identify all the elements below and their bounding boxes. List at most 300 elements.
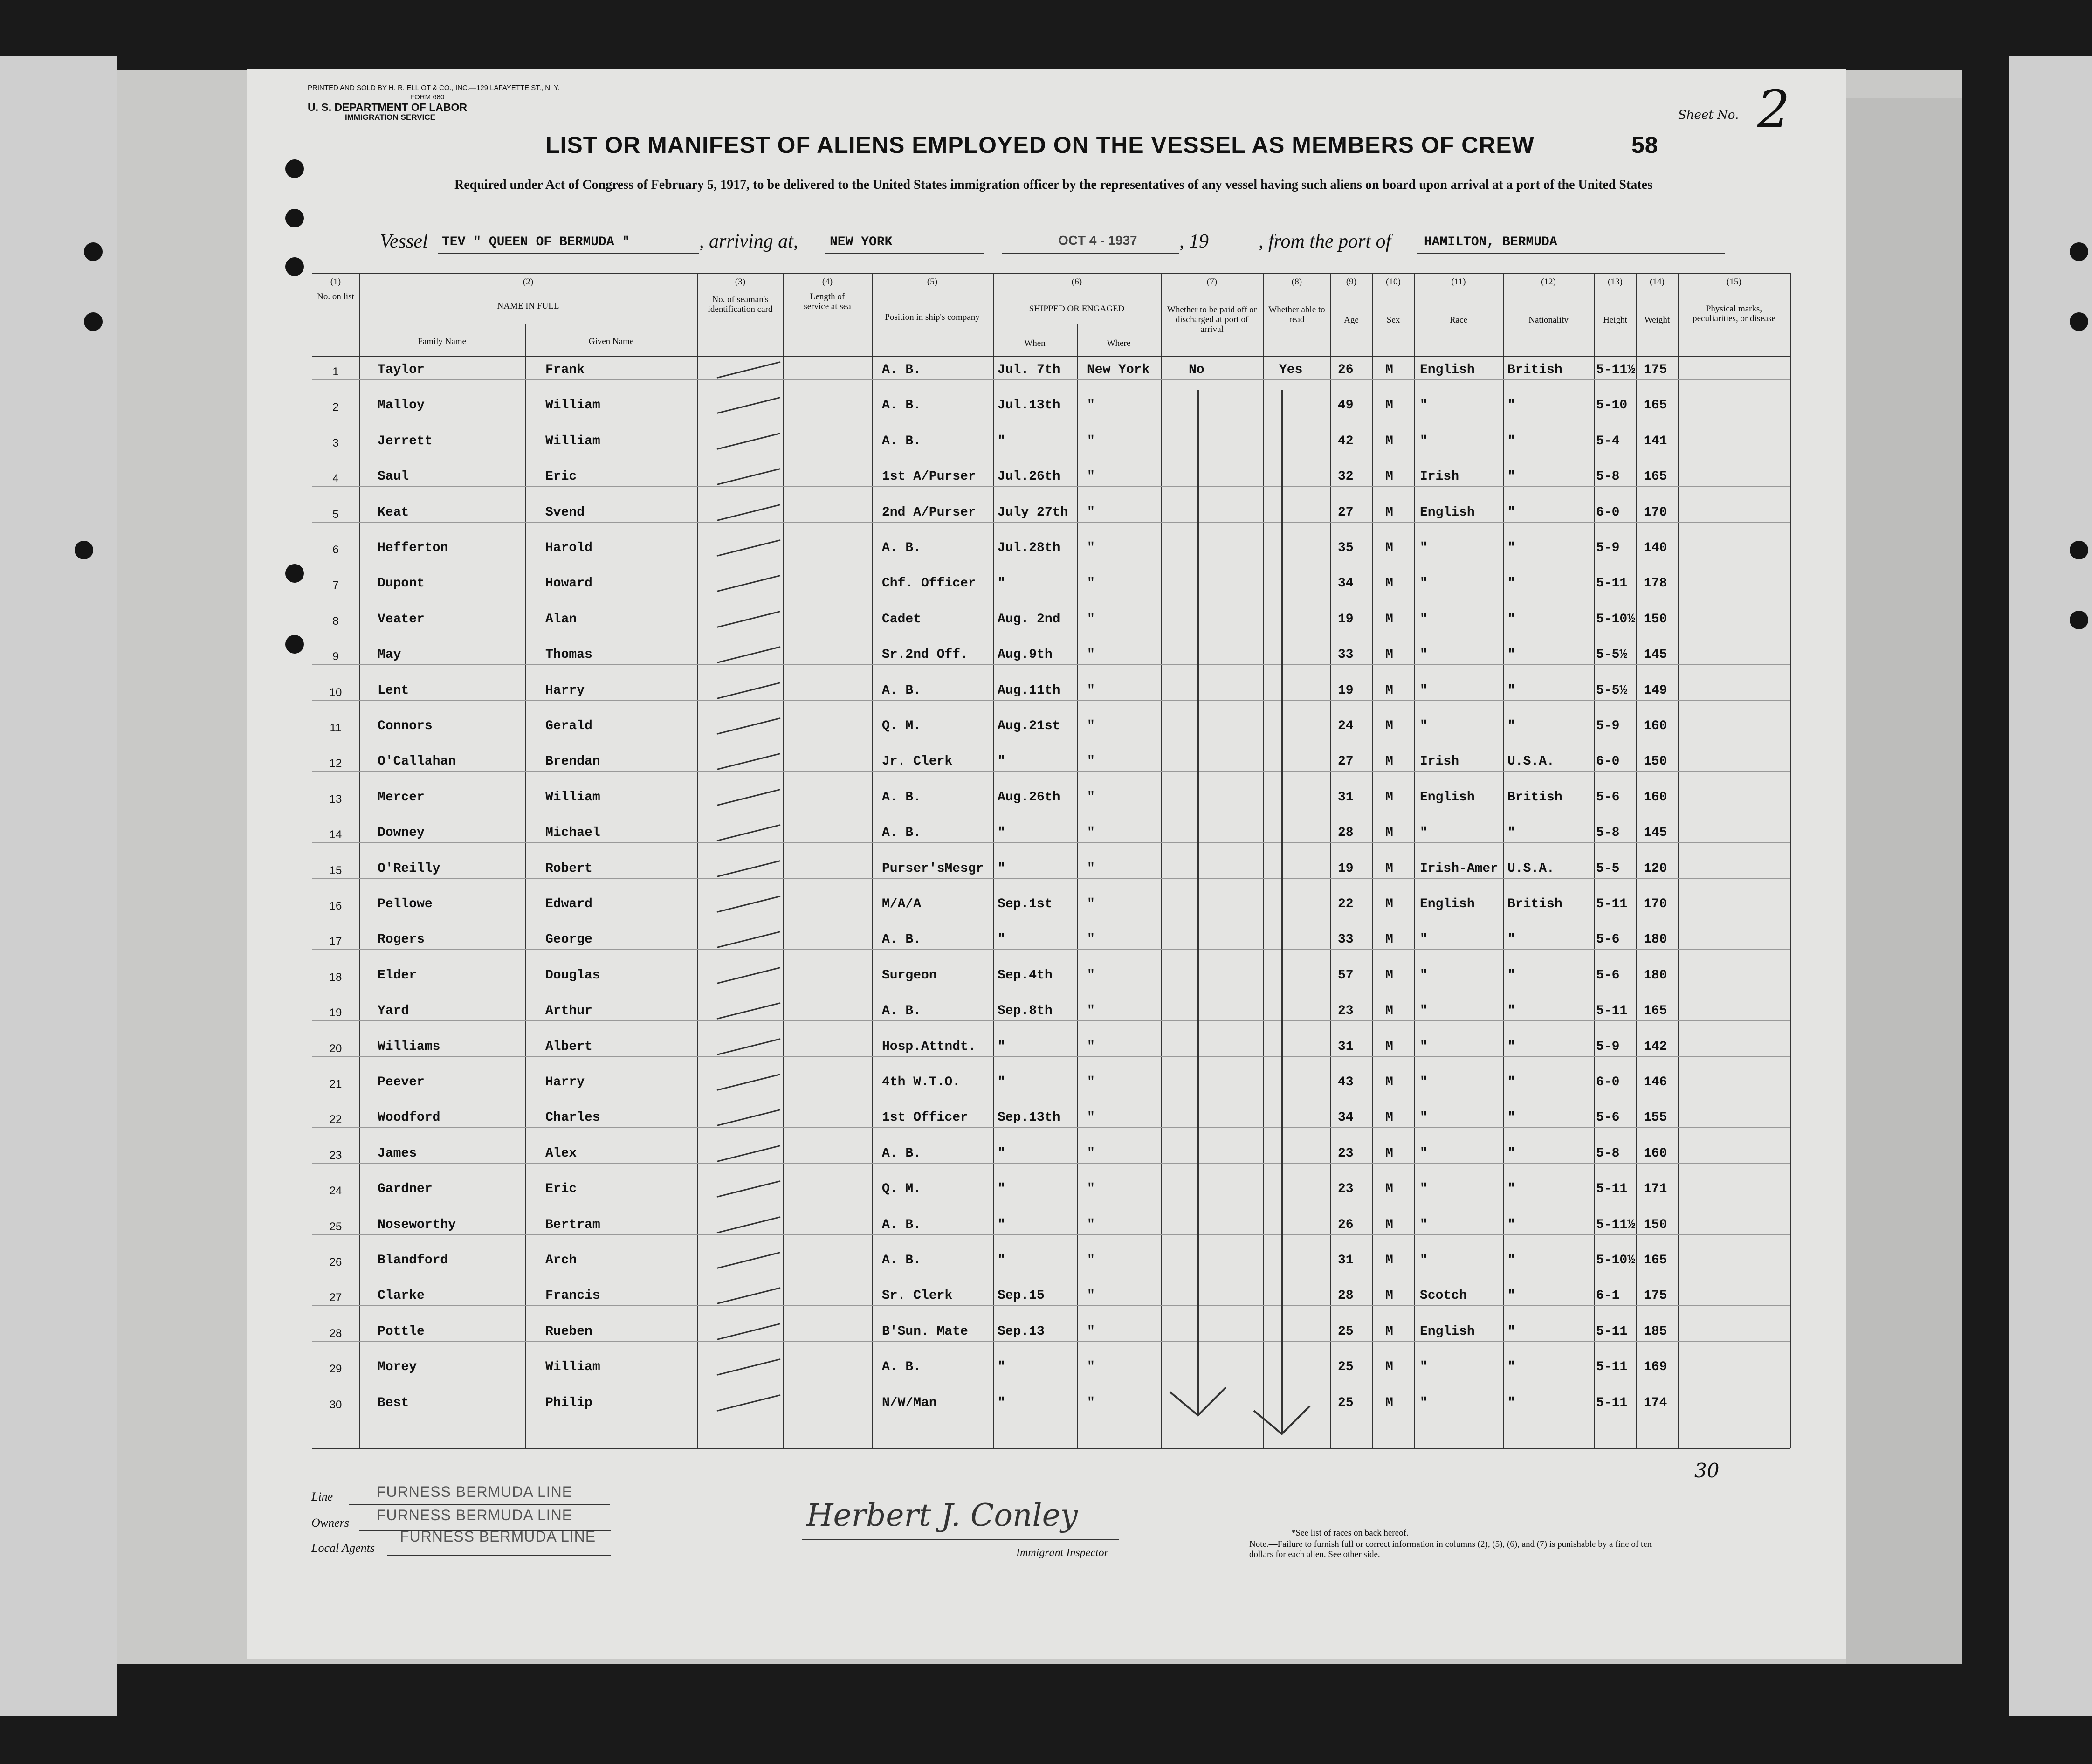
cell-race: ": [1420, 719, 1428, 733]
cell-weight: 160: [1644, 790, 1667, 805]
cell-where: ": [1087, 541, 1095, 555]
cell-no: 15: [329, 864, 342, 877]
cell-weight: 145: [1644, 648, 1667, 662]
cell-nationality: ": [1507, 1110, 1515, 1125]
cell-where: ": [1087, 790, 1095, 805]
cell-no: 8: [332, 614, 339, 627]
cell-age: 35: [1338, 541, 1354, 555]
cell-position: A. B.: [882, 1253, 922, 1268]
cell-given: Harry: [545, 683, 585, 698]
form-number: FORM 680: [410, 93, 445, 101]
cell-where: ": [1087, 648, 1095, 662]
cell-age: 19: [1338, 612, 1354, 627]
cell-weight: 120: [1644, 861, 1667, 876]
cell-given: Edward: [545, 897, 592, 911]
cell-read: Yes: [1279, 363, 1303, 377]
cell-race: ": [1420, 576, 1428, 591]
cell-weight: 178: [1644, 576, 1667, 591]
cell-sex: M: [1385, 469, 1393, 484]
cell-when: Jul.28th: [998, 541, 1060, 555]
ditto-arrow-paid: [1170, 390, 1226, 1415]
cell-no: 21: [329, 1078, 342, 1090]
cell-sex: M: [1385, 1146, 1393, 1161]
col-7-number: (7): [1206, 277, 1218, 287]
cell-when: Sep.4th: [998, 968, 1053, 983]
cell-no: 26: [329, 1256, 342, 1268]
from-label: , from the port of: [1259, 231, 1391, 252]
cell-family: Saul: [378, 469, 409, 484]
cell-where: ": [1087, 719, 1095, 733]
cell-position: A. B.: [882, 826, 922, 841]
cell-when: July 27th: [998, 505, 1068, 520]
col-7-header: Whether to be paid off or discharged at port of arrival: [1167, 305, 1257, 334]
cell-no: 20: [329, 1042, 342, 1055]
cell-height: 5-10½: [1596, 612, 1636, 627]
cell-nationality: ": [1507, 968, 1515, 983]
cell-family: Dupont: [378, 576, 425, 591]
col-12-number: (12): [1541, 277, 1556, 287]
cell-when: ": [998, 754, 1005, 769]
cell-age: 25: [1338, 1360, 1354, 1375]
binder-hole: [84, 242, 103, 261]
cell-sex: M: [1385, 719, 1393, 733]
vessel-underline: [438, 253, 699, 254]
cell-position: Q. M.: [882, 1182, 922, 1197]
cell-given: Harold: [545, 541, 592, 555]
cell-given: William: [545, 1360, 600, 1375]
cell-no: 29: [329, 1363, 342, 1376]
col-2b-header: Given Name: [588, 337, 634, 346]
cell-family: Gardner: [378, 1182, 433, 1197]
cell-where: ": [1087, 469, 1095, 484]
cell-no: 14: [329, 828, 342, 841]
sheet-label: Sheet No.: [1678, 108, 1739, 122]
cell-age: 24: [1338, 719, 1354, 733]
binder-hole: [2070, 611, 2088, 629]
cell-no: 11: [330, 722, 342, 734]
cell-position: Chf. Officer: [882, 576, 976, 591]
cell-position: Hosp.Attndt.: [882, 1039, 976, 1054]
cell-race: English: [1420, 790, 1475, 805]
cell-no: 24: [329, 1185, 342, 1198]
cell-sex: M: [1385, 576, 1393, 591]
cell-race: ": [1420, 932, 1428, 947]
cell-nationality: ": [1507, 932, 1515, 947]
agents-label: Local Agents: [311, 1541, 375, 1555]
cell-where: ": [1087, 1146, 1095, 1161]
left-adjacent-page: [0, 56, 117, 1716]
cell-race: English: [1420, 1324, 1475, 1339]
cell-age: 33: [1338, 648, 1354, 662]
cell-family: Connors: [378, 719, 433, 733]
races-note: *See list of races on back hereof.: [1291, 1528, 1409, 1538]
cell-family: Hefferton: [378, 541, 448, 555]
cell-height: 5-9: [1596, 1039, 1620, 1054]
cell-where: ": [1087, 1217, 1095, 1232]
cell-no: 27: [329, 1291, 342, 1304]
cell-weight: 141: [1644, 434, 1667, 448]
cell-where: ": [1087, 1110, 1095, 1125]
cell-given: Harry: [545, 1075, 585, 1089]
cell-given: George: [545, 932, 592, 947]
cell-race: Irish: [1420, 754, 1459, 769]
cell-height: 5-11: [1596, 576, 1628, 591]
col-1-number: (1): [330, 277, 341, 287]
service-name: IMMIGRATION SERVICE: [345, 113, 435, 122]
cell-no: 19: [329, 1006, 342, 1020]
cell-position: Q. M.: [882, 719, 922, 733]
cell-weight: 145: [1644, 826, 1667, 841]
cell-sex: M: [1385, 754, 1393, 769]
cell-given: Philip: [545, 1395, 592, 1410]
cell-age: 32: [1338, 469, 1354, 484]
col-13-number: (13): [1608, 277, 1623, 287]
cell-given: Rueben: [545, 1324, 592, 1339]
cell-when: ": [998, 1182, 1005, 1197]
col-3-number: (3): [735, 277, 746, 287]
col-13-header: Height: [1603, 315, 1627, 325]
cell-weight: 150: [1644, 1217, 1667, 1232]
cell-where: ": [1087, 968, 1095, 983]
cell-weight: 180: [1644, 968, 1667, 983]
cell-where: ": [1087, 754, 1095, 769]
cell-family: Rogers: [378, 932, 425, 947]
agents-underline: [387, 1555, 611, 1556]
col-14-header: Weight: [1644, 315, 1670, 325]
cell-position: B'Sun. Mate: [882, 1324, 968, 1339]
underlying-sheet-right: [1846, 98, 1962, 1664]
cell-sex: M: [1385, 1110, 1393, 1125]
cell-where: New York: [1087, 363, 1150, 377]
cell-no: 10: [329, 686, 342, 699]
cell-height: 5-11: [1596, 1004, 1628, 1019]
cell-nationality: U.S.A.: [1507, 754, 1555, 769]
cell-sex: M: [1385, 363, 1393, 377]
cell-nationality: British: [1507, 790, 1562, 805]
ditto-arrows: [312, 273, 1790, 1448]
cell-nationality: ": [1507, 612, 1515, 627]
col-14-number: (14): [1650, 277, 1665, 287]
from-port: HAMILTON, BERMUDA: [1424, 235, 1557, 249]
col-6b-header: Where: [1107, 338, 1131, 348]
cell-weight: 155: [1644, 1110, 1667, 1125]
vessel-name: TEV " QUEEN OF BERMUDA ": [442, 235, 630, 249]
cell-when: Sep.1st: [998, 897, 1053, 911]
cell-race: ": [1420, 541, 1428, 555]
cell-where: ": [1087, 1182, 1095, 1197]
cell-position: A. B.: [882, 683, 922, 698]
arriving-port: NEW YORK: [830, 235, 893, 249]
cell-age: 23: [1338, 1004, 1354, 1019]
cell-position: A. B.: [882, 541, 922, 555]
cell-given: William: [545, 434, 600, 448]
binder-hole: [285, 257, 304, 276]
cell-when: Aug.11th: [998, 683, 1060, 698]
cell-age: 34: [1338, 1110, 1354, 1125]
cell-family: Veater: [378, 612, 425, 627]
col-11-number: (11): [1451, 277, 1466, 287]
arriving-label: , arriving at,: [699, 231, 798, 252]
cell-no: 28: [329, 1327, 342, 1340]
cell-family: Elder: [378, 968, 417, 983]
cell-race: ": [1420, 1182, 1428, 1197]
cell-weight: 170: [1644, 897, 1667, 911]
col-4-header: Length of service at sea: [804, 292, 851, 311]
cell-height: 5-11: [1596, 1360, 1628, 1375]
cell-position: Sr.2nd Off.: [882, 648, 968, 662]
cell-where: ": [1087, 505, 1095, 520]
cell-where: ": [1087, 398, 1095, 413]
cell-race: ": [1420, 1075, 1428, 1089]
cell-race: Scotch: [1420, 1289, 1467, 1303]
cell-age: 33: [1338, 932, 1354, 947]
cell-sex: M: [1385, 1289, 1393, 1303]
cell-weight: 160: [1644, 719, 1667, 733]
cell-family: O'Reilly: [378, 861, 440, 876]
cell-nationality: ": [1507, 648, 1515, 662]
cell-when: Jul.26th: [998, 469, 1060, 484]
cell-race: Irish-Amer: [1420, 861, 1499, 876]
col-6-header: SHIPPED OR ENGAGED: [1029, 304, 1125, 314]
cell-family: Morey: [378, 1360, 417, 1375]
cell-race: ": [1420, 398, 1428, 413]
cell-race: ": [1420, 683, 1428, 698]
cell-position: A. B.: [882, 434, 922, 448]
cell-nationality: ": [1507, 1075, 1515, 1089]
line-stamp: FURNESS BERMUDA LINE: [377, 1483, 573, 1500]
cell-position: Jr. Clerk: [882, 754, 953, 769]
cell-race: ": [1420, 1217, 1428, 1232]
binder-hole: [2070, 541, 2088, 559]
cell-race: ": [1420, 1395, 1428, 1410]
cell-given: Eric: [545, 1182, 577, 1197]
cell-position: 4th W.T.O.: [882, 1075, 961, 1089]
cell-sex: M: [1385, 1395, 1393, 1410]
vessel-label: Vessel: [380, 231, 428, 252]
cell-when: ": [998, 932, 1005, 947]
department-name: U. S. DEPARTMENT OF LABOR: [308, 101, 468, 113]
col-2-number: (2): [523, 277, 534, 287]
cell-family: Keat: [378, 505, 409, 520]
cell-age: 28: [1338, 826, 1354, 841]
cell-sex: M: [1385, 932, 1393, 947]
cell-when: ": [998, 1253, 1005, 1268]
cell-nationality: ": [1507, 1360, 1515, 1375]
cell-position: 1st Officer: [882, 1110, 968, 1125]
arrival-date: OCT 4 - 1937: [1058, 233, 1137, 248]
cell-sex: M: [1385, 1182, 1393, 1197]
cell-no: 16: [329, 900, 342, 912]
cell-sex: M: [1385, 612, 1393, 627]
binder-hole: [285, 564, 304, 583]
cell-position: A. B.: [882, 1217, 922, 1232]
cell-no: 5: [332, 508, 339, 521]
cell-family: May: [378, 648, 401, 662]
cell-position: M/A/A: [882, 897, 922, 911]
cell-given: Francis: [545, 1289, 600, 1303]
cell-given: Svend: [545, 505, 585, 520]
binder-hole: [75, 541, 93, 559]
cell-sex: M: [1385, 1217, 1393, 1232]
cell-when: ": [998, 1039, 1005, 1054]
cell-given: William: [545, 398, 600, 413]
col-11-header: Race: [1450, 315, 1467, 325]
col-2-header: NAME IN FULL: [497, 301, 559, 311]
cell-nationality: ": [1507, 469, 1515, 484]
cell-height: 5-8: [1596, 826, 1620, 841]
cell-sex: M: [1385, 648, 1393, 662]
cell-where: ": [1087, 1395, 1095, 1410]
cell-height: 5-9: [1596, 719, 1620, 733]
cell-given: Brendan: [545, 754, 600, 769]
cell-when: ": [998, 1075, 1005, 1089]
cell-given: Bertram: [545, 1217, 600, 1232]
cell-race: ": [1420, 648, 1428, 662]
cell-position: A. B.: [882, 790, 922, 805]
cell-where: ": [1087, 1324, 1095, 1339]
cell-sex: M: [1385, 505, 1393, 520]
cell-height: 5-4: [1596, 434, 1620, 448]
cell-age: 23: [1338, 1146, 1354, 1161]
cell-where: ": [1087, 1075, 1095, 1089]
cell-age: 27: [1338, 754, 1354, 769]
cell-where: ": [1087, 434, 1095, 448]
cell-nationality: ": [1507, 1217, 1515, 1232]
cell-family: Jerrett: [378, 434, 433, 448]
right-adjacent-page: [2009, 56, 2092, 1716]
inspector-label: Immigrant Inspector: [1016, 1547, 1108, 1559]
cell-height: 5-10½: [1596, 1253, 1636, 1268]
cell-when: ": [998, 1217, 1005, 1232]
col-15-header: Physical marks, peculiarities, or disease: [1693, 304, 1775, 324]
cell-when: Aug.26th: [998, 790, 1060, 805]
cell-age: 43: [1338, 1075, 1354, 1089]
cell-where: ": [1087, 1039, 1095, 1054]
cell-race: ": [1420, 612, 1428, 627]
cell-no: 7: [332, 579, 339, 592]
cell-no: 17: [329, 935, 342, 948]
cell-height: 6-0: [1596, 1075, 1620, 1089]
cell-given: Eric: [545, 469, 577, 484]
cell-family: Downey: [378, 826, 425, 841]
cell-age: 42: [1338, 434, 1354, 448]
cell-height: 5-6: [1596, 932, 1620, 947]
cell-height: 5-8: [1596, 469, 1620, 484]
cell-position: 2nd A/Purser: [882, 505, 976, 520]
cell-height: 5-6: [1596, 790, 1620, 805]
cell-age: 28: [1338, 1289, 1354, 1303]
cell-family: Best: [378, 1395, 409, 1410]
cell-weight: 149: [1644, 683, 1667, 698]
cell-when: ": [998, 434, 1005, 448]
sheet-number: 2: [1757, 79, 1790, 139]
cell-no: 25: [329, 1220, 342, 1233]
cell-race: ": [1420, 1110, 1428, 1125]
line-underline: [349, 1504, 610, 1505]
cell-position: Cadet: [882, 612, 922, 627]
cell-race: English: [1420, 897, 1475, 911]
cell-age: 26: [1338, 363, 1354, 377]
cell-no: 23: [329, 1149, 342, 1162]
col-1-header: No. on list: [317, 292, 354, 302]
cell-given: Gerald: [545, 719, 592, 733]
cell-position: Surgeon: [882, 968, 937, 983]
cell-race: English: [1420, 505, 1475, 520]
cell-sex: M: [1385, 683, 1393, 698]
cell-sex: M: [1385, 1253, 1393, 1268]
col-5-number: (5): [927, 277, 938, 287]
cell-nationality: U.S.A.: [1507, 861, 1555, 876]
cell-race: ": [1420, 968, 1428, 983]
binder-hole: [2070, 312, 2088, 331]
cell-age: 23: [1338, 1182, 1354, 1197]
cell-nationality: ": [1507, 683, 1515, 698]
cell-position: A. B.: [882, 398, 922, 413]
cell-height: 6-1: [1596, 1289, 1620, 1303]
cell-when: ": [998, 576, 1005, 591]
signature-underline: [802, 1539, 1119, 1540]
cell-nationality: British: [1507, 363, 1562, 377]
cell-race: Irish: [1420, 469, 1459, 484]
cell-family: James: [378, 1146, 417, 1161]
cell-position: Purser'sMesgr: [882, 861, 984, 876]
cell-sex: M: [1385, 1039, 1393, 1054]
date-underline: [1002, 253, 1179, 254]
cell-height: 5-8: [1596, 1146, 1620, 1161]
cell-weight: 171: [1644, 1182, 1667, 1197]
cell-height: 5-11: [1596, 1395, 1628, 1410]
cell-nationality: ": [1507, 719, 1515, 733]
printer-line: PRINTED AND SOLD BY H. R. ELLIOT & CO., INC.—129 LAFAYETTE ST., N. Y.: [308, 84, 560, 92]
cell-race: ": [1420, 1360, 1428, 1375]
cell-sex: M: [1385, 790, 1393, 805]
cell-sex: M: [1385, 1075, 1393, 1089]
cell-race: English: [1420, 363, 1475, 377]
cell-where: ": [1087, 826, 1095, 841]
col-8-number: (8): [1291, 277, 1302, 287]
margin-note: 30: [1694, 1459, 1720, 1482]
cell-age: 22: [1338, 897, 1354, 911]
agents-stamp: FURNESS BERMUDA LINE: [400, 1528, 596, 1545]
cell-race: ": [1420, 1146, 1428, 1161]
col-6-number: (6): [1071, 277, 1082, 287]
cell-given: Arthur: [545, 1004, 592, 1019]
cell-height: 5-5½: [1596, 648, 1628, 662]
cell-height: 5-5: [1596, 861, 1620, 876]
binder-hole: [2070, 242, 2088, 261]
cell-when: Aug.21st: [998, 719, 1060, 733]
cell-family: Pottle: [378, 1324, 425, 1339]
col-10-number: (10): [1386, 277, 1401, 287]
cell-weight: 175: [1644, 363, 1667, 377]
cell-sex: M: [1385, 541, 1393, 555]
cell-given: Alex: [545, 1146, 577, 1161]
cell-height: 5-6: [1596, 968, 1620, 983]
cell-weight: 142: [1644, 1039, 1667, 1054]
cell-sex: M: [1385, 398, 1393, 413]
page-title: LIST OR MANIFEST OF ALIENS EMPLOYED ON THE VESSEL AS MEMBERS OF CREW: [545, 132, 1535, 158]
cell-height: 5-11: [1596, 897, 1628, 911]
cell-paid: No: [1189, 363, 1204, 377]
cell-age: 25: [1338, 1395, 1354, 1410]
cell-sex: M: [1385, 826, 1393, 841]
cell-where: ": [1087, 1289, 1095, 1303]
cell-no: 6: [332, 544, 339, 556]
cell-age: 31: [1338, 1039, 1354, 1054]
cell-position: 1st A/Purser: [882, 469, 976, 484]
cell-height: 5-11½: [1596, 363, 1636, 377]
cell-where: ": [1087, 1360, 1095, 1375]
